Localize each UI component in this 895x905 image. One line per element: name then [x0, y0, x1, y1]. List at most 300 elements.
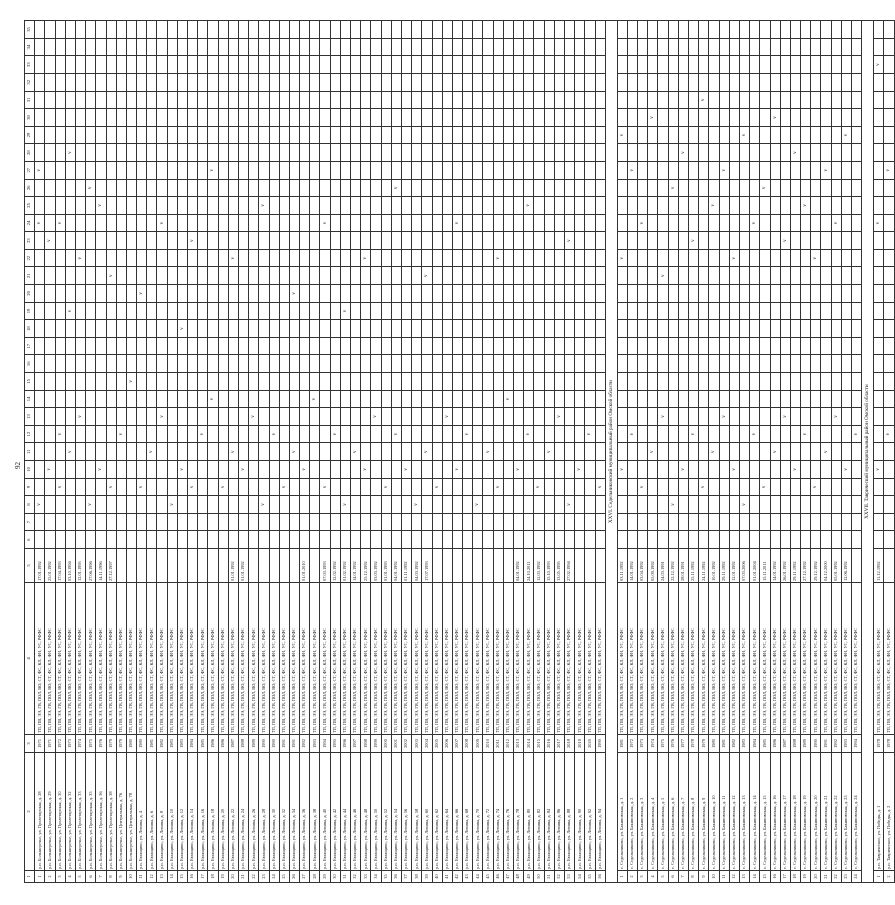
address-cell: р.п. Евгащино, ул. Ленина, д. 66 [452, 753, 462, 871]
mark-cell [452, 197, 462, 215]
mark-cell [218, 496, 228, 514]
row-number: 52 [554, 871, 564, 883]
mark-cell [116, 91, 126, 109]
date-cell: 10.01.1992 [709, 549, 719, 583]
mark-cell [442, 91, 452, 109]
mark-cell: v [208, 161, 218, 179]
mark-cell [852, 478, 862, 496]
mark-cell [330, 285, 340, 303]
mark-cell [648, 390, 658, 408]
mark-cell [116, 461, 126, 479]
work-types-cell: ТП, ПВ, ЭЭ, ГВ, ПОЛ, ВО, СТ, ФС, КЛ, ФН, УС, РФФС [75, 583, 85, 735]
address-cell: р.п. Евгащино, ул. Ленина, д. 80 [524, 753, 534, 871]
date-cell: 26.01.1992 [780, 549, 790, 583]
mark-cell [351, 373, 361, 391]
mark-cell [668, 285, 678, 303]
mark-cell [198, 73, 208, 91]
mark-cell [269, 73, 279, 91]
address-cell: с. Седельниково, ул. Бакиновская, д. 13 [739, 753, 749, 871]
mark-cell [320, 126, 330, 144]
mark-cell [452, 161, 462, 179]
mark-cell [821, 373, 831, 391]
table-row [811, 21, 821, 883]
date-cell: 03.10.1994 [65, 549, 75, 583]
mark-cell [167, 21, 177, 39]
year-cell: 2001 [391, 735, 401, 753]
row-number: 2 [627, 871, 637, 883]
mark-cell [300, 320, 310, 338]
mark-cell [473, 56, 483, 74]
mark-cell [617, 144, 627, 162]
mark-cell [238, 91, 248, 109]
year-cell: 1997 [351, 735, 361, 753]
mark-cell [432, 249, 442, 267]
date-cell: 07.03.2006 [739, 549, 749, 583]
mark-cell [300, 355, 310, 373]
mark-cell [279, 320, 289, 338]
mark-cell [351, 144, 361, 162]
mark-cell [493, 56, 503, 74]
mark-cell [126, 390, 136, 408]
mark-cell [86, 73, 96, 91]
mark-cell [116, 56, 126, 74]
mark-cell [177, 443, 187, 461]
mark-cell [729, 302, 739, 320]
mark-cell [106, 337, 116, 355]
mark-cell [729, 285, 739, 303]
mark-cell [300, 373, 310, 391]
mark-cell [442, 496, 452, 514]
mark-cell [617, 320, 627, 338]
mark-cell [658, 144, 668, 162]
mark-cell [760, 302, 770, 320]
mark-cell [534, 496, 544, 514]
mark-cell [371, 267, 381, 285]
mark-cell [86, 126, 96, 144]
mark-cell [638, 73, 648, 91]
mark-cell [699, 56, 709, 74]
mark-cell [801, 355, 811, 373]
mark-cell [617, 302, 627, 320]
mark-cell [75, 38, 85, 56]
mark-cell [432, 461, 442, 479]
mark-cell [852, 109, 862, 127]
mark-cell [75, 425, 85, 443]
mark-cell [391, 337, 401, 355]
mark-cell [831, 126, 841, 144]
mark-cell [595, 373, 605, 391]
address-cell: р.п. Евгащино, ул. Ленина, д. 78 [514, 753, 524, 871]
mark-cell [811, 126, 821, 144]
mark-cell [86, 214, 96, 232]
row-number: 26 [289, 871, 299, 883]
address-cell: с. Седельниково, ул. Бакиновская, д. 11 [719, 753, 729, 871]
mark-cell [648, 337, 658, 355]
row-number: 41 [442, 871, 452, 883]
work-types-cell: ТП, ПВ, ЭЭ, ГВ, ПОЛ, ВО, СТ, ФС, КЛ, ФН, УС, РФФС [300, 583, 310, 735]
mark-cell [371, 337, 381, 355]
mark-cell [198, 56, 208, 74]
mark-cell [534, 531, 544, 549]
work-types-cell: ТП, ПВ, ЭЭ, ГВ, ПОЛ, ВО, СТ, ФС, КЛ, ФН, УС, РФФС [65, 583, 75, 735]
mark-cell [249, 21, 259, 39]
mark-cell [432, 91, 442, 109]
mark-cell [750, 126, 760, 144]
mark-cell [514, 337, 524, 355]
mark-cell [780, 390, 790, 408]
mark-cell [801, 109, 811, 127]
mark-cell [106, 285, 116, 303]
year-cell: 1990 [269, 735, 279, 753]
mark-cell [452, 320, 462, 338]
mark-cell [442, 373, 452, 391]
mark-cell [585, 38, 595, 56]
mark-cell: v [452, 461, 462, 479]
mark-cell [86, 197, 96, 215]
work-types-cell: ТП, ПВ, ЭЭ, ГВ, ПОЛ, ВО, СТ, ФС, КЛ, ФН, УС, РФФС [463, 583, 473, 735]
mark-cell [75, 461, 85, 479]
table-row [452, 21, 462, 883]
mark-cell [147, 179, 157, 197]
mark-cell [289, 513, 299, 531]
mark-cell [330, 355, 340, 373]
address-cell: р.п. Евгащино, ул. Ленина, д. 92 [585, 753, 595, 871]
row-number: 13 [157, 871, 167, 883]
address-cell: с. Седельниково, ул. Бакиновская, д. 7 [678, 753, 688, 871]
mark-cell [811, 496, 821, 514]
mark-cell [208, 408, 218, 426]
mark-cell [770, 249, 780, 267]
year-cell: 1974 [648, 735, 658, 753]
mark-cell [638, 425, 648, 443]
mark-cell [668, 320, 678, 338]
mark-cell [106, 232, 116, 250]
mark-cell [564, 355, 574, 373]
mark-cell [320, 425, 330, 443]
mark-cell [689, 21, 699, 39]
mark-cell [668, 161, 678, 179]
mark-cell [699, 232, 709, 250]
mark-cell [760, 73, 770, 91]
mark-cell [86, 249, 96, 267]
year-cell: 1993 [310, 735, 320, 753]
mark-cell [167, 443, 177, 461]
mark-cell [412, 144, 422, 162]
mark-cell [514, 425, 524, 443]
mark-cell [86, 144, 96, 162]
mark-cell [320, 285, 330, 303]
mark-cell [279, 443, 289, 461]
mark-cell [770, 126, 780, 144]
table-row [884, 21, 894, 883]
mark-cell: v [554, 408, 564, 426]
mark-cell [617, 109, 627, 127]
mark-cell [340, 355, 350, 373]
mark-cell [554, 390, 564, 408]
mark-cell [689, 355, 699, 373]
mark-cell [249, 214, 259, 232]
row-number: 13 [739, 871, 749, 883]
table-row [289, 21, 299, 883]
address-cell: с. Седельниково, ул. Бакиновская, д. 1 [617, 753, 627, 871]
year-cell: 2005 [432, 735, 442, 753]
mark-cell [228, 232, 238, 250]
mark-cell [259, 373, 269, 391]
mark-cell [177, 91, 187, 109]
mark-cell [381, 144, 391, 162]
mark-cell [729, 144, 739, 162]
mark-cell [249, 73, 259, 91]
mark-cell [554, 285, 564, 303]
date-cell: 07.03.1993 [320, 549, 330, 583]
date-cell [208, 549, 218, 583]
mark-cell [45, 249, 55, 267]
mark-cell [699, 197, 709, 215]
mark-cell [524, 179, 534, 197]
mark-cell [801, 144, 811, 162]
mark-cell [503, 531, 513, 549]
mark-cell [106, 390, 116, 408]
mark-cell [689, 109, 699, 127]
mark-cell [452, 38, 462, 56]
mark-cell [289, 91, 299, 109]
row-number: 50 [534, 871, 544, 883]
mark-cell [106, 461, 116, 479]
mark-cell [238, 408, 248, 426]
mark-cell [126, 144, 136, 162]
mark-cell [884, 21, 894, 39]
mark-cell [442, 267, 452, 285]
mark-cell [463, 144, 473, 162]
mark-cell [554, 126, 564, 144]
mark-cell [595, 161, 605, 179]
mark-cell [422, 390, 432, 408]
mark-cell [554, 73, 564, 91]
mark-cell [575, 91, 585, 109]
mark-cell [401, 285, 411, 303]
mark-cell [401, 320, 411, 338]
mark-cell [463, 443, 473, 461]
mark-cell: v [442, 408, 452, 426]
mark-cell [177, 337, 187, 355]
mark-cell [259, 425, 269, 443]
mark-cell [238, 267, 248, 285]
work-types-cell: ТП, ПВ, ЭЭ, ГВ, ПОЛ, ВО, СТ, ФС, КЛ, ФН, УС, РФФС [249, 583, 259, 735]
mark-cell [269, 390, 279, 408]
mark-cell [534, 355, 544, 373]
mark-cell [269, 443, 279, 461]
mark-cell [259, 126, 269, 144]
mark-cell [249, 373, 259, 391]
mark-cell [137, 513, 147, 531]
table-row [249, 21, 259, 883]
mark-cell [35, 408, 45, 426]
mark-cell [259, 337, 269, 355]
mark-cell [289, 21, 299, 39]
mark-cell [259, 249, 269, 267]
mark-cell [544, 285, 554, 303]
mark-cell [228, 197, 238, 215]
mark-cell [852, 302, 862, 320]
mark-cell [780, 425, 790, 443]
mark-cell [45, 21, 55, 39]
mark-cell [658, 496, 668, 514]
mark-cell [330, 390, 340, 408]
mark-cell: v [55, 478, 65, 496]
address-cell: с. Седельниково, ул. Бакиновская, д. 6 [668, 753, 678, 871]
rotated-sheet [10, 20, 892, 885]
mark-cell [198, 531, 208, 549]
mark-cell [177, 232, 187, 250]
mark-cell [534, 38, 544, 56]
mark-cell [719, 337, 729, 355]
mark-cell [831, 179, 841, 197]
mark-cell [177, 496, 187, 514]
row-number: 16 [770, 871, 780, 883]
row-number: 7 [96, 871, 106, 883]
mark-cell [86, 390, 96, 408]
mark-cell [770, 373, 780, 391]
address-cell: р.п. Евгащино, ул. Ленина, д. 64 [442, 753, 452, 871]
mark-cell [884, 214, 894, 232]
mark-cell [463, 513, 473, 531]
mark-cell [473, 214, 483, 232]
mark-cell [534, 161, 544, 179]
mark-cell [147, 496, 157, 514]
mark-cell [544, 56, 554, 74]
mark-cell [340, 197, 350, 215]
mark-cell [770, 461, 780, 479]
mark-cell [218, 126, 228, 144]
mark-cell [884, 408, 894, 426]
mark-cell [473, 513, 483, 531]
table-row [739, 21, 749, 883]
mark-cell [432, 496, 442, 514]
mark-cell [585, 214, 595, 232]
mark-cell [760, 425, 770, 443]
mark-cell [668, 73, 678, 91]
mark-cell [483, 214, 493, 232]
mark-cell [648, 355, 658, 373]
mark-cell [167, 320, 177, 338]
mark-cell [310, 38, 320, 56]
mark-cell [678, 496, 688, 514]
mark-cell [157, 337, 167, 355]
mark-cell [811, 531, 821, 549]
mark-cell: v [452, 214, 462, 232]
mark-cell [116, 390, 126, 408]
work-types-cell: ТП, ПВ, ЭЭ, ГВ, ПОЛ, ВО, СТ, ФС, КЛ, ФН, УС, РФФС [668, 583, 678, 735]
mark-cell [668, 408, 678, 426]
mark-cell [361, 373, 371, 391]
mark-cell [422, 496, 432, 514]
mark-cell: v [585, 425, 595, 443]
mark-cell [463, 197, 473, 215]
mark-cell [361, 126, 371, 144]
mark-cell [218, 161, 228, 179]
address-cell: р.п. Евгащино, ул. Ленина, д. 26 [249, 753, 259, 871]
mark-cell [452, 443, 462, 461]
mark-cell [739, 232, 749, 250]
page-number: 92 [14, 462, 22, 469]
address-cell: р.п. Евгащино, ул. Ленина, д. 56 [401, 753, 411, 871]
mark-cell [739, 161, 749, 179]
mark-cell [330, 461, 340, 479]
mark-cell [75, 302, 85, 320]
mark-cell [750, 197, 760, 215]
table-row [167, 21, 177, 883]
mark-cell [228, 320, 238, 338]
mark-cell [65, 214, 75, 232]
mark-cell [116, 249, 126, 267]
mark-cell [564, 443, 574, 461]
mark-cell [534, 425, 544, 443]
mark-cell [780, 126, 790, 144]
mark-cell [391, 161, 401, 179]
mark-cell [678, 197, 688, 215]
mark-cell [648, 73, 658, 91]
mark-cell [361, 320, 371, 338]
mark-cell [55, 443, 65, 461]
mark-cell [678, 478, 688, 496]
mark-cell [65, 513, 75, 531]
mark-cell [55, 38, 65, 56]
mark-cell [658, 373, 668, 391]
mark-cell [208, 249, 218, 267]
mark-cell [617, 337, 627, 355]
date-cell: 01.01.2004 [750, 549, 760, 583]
mark-cell [442, 461, 452, 479]
mark-cell [218, 232, 228, 250]
mark-cell [821, 285, 831, 303]
mark-cell [841, 38, 851, 56]
mark-cell [442, 443, 452, 461]
work-types-cell: ТП, ПВ, ЭЭ, ГВ, ПОЛ, ВО, СТ, ФС, КЛ, ФН, УС, РФФС [658, 583, 668, 735]
work-types-cell: ТП, ПВ, ЭЭ, ГВ, ПОЛ, ВО, СТ, ФС, КЛ, ФН, УС, РФФС [351, 583, 361, 735]
mark-cell [442, 126, 452, 144]
mark-cell [750, 513, 760, 531]
year-cell: 1984 [750, 735, 760, 753]
mark-cell [269, 531, 279, 549]
mark-cell [147, 355, 157, 373]
mark-cell [310, 56, 320, 74]
mark-cell: v [249, 408, 259, 426]
mark-cell [503, 38, 513, 56]
mark-cell [648, 408, 658, 426]
mark-cell [401, 21, 411, 39]
mark-cell [269, 513, 279, 531]
mark-cell [534, 249, 544, 267]
mark-cell [167, 478, 177, 496]
mark-cell [780, 337, 790, 355]
mark-cell [371, 443, 381, 461]
mark-cell [709, 425, 719, 443]
mark-cell [874, 249, 884, 267]
mark-cell [137, 56, 147, 74]
mark-cell [554, 478, 564, 496]
mark-cell [228, 461, 238, 479]
mark-cell [585, 513, 595, 531]
mark-cell: v [668, 179, 678, 197]
mark-cell [208, 461, 218, 479]
date-cell [884, 549, 894, 583]
mark-cell [442, 285, 452, 303]
mark-cell [279, 161, 289, 179]
mark-cell [564, 390, 574, 408]
mark-cell [157, 38, 167, 56]
mark-cell [259, 390, 269, 408]
mark-cell [188, 161, 198, 179]
